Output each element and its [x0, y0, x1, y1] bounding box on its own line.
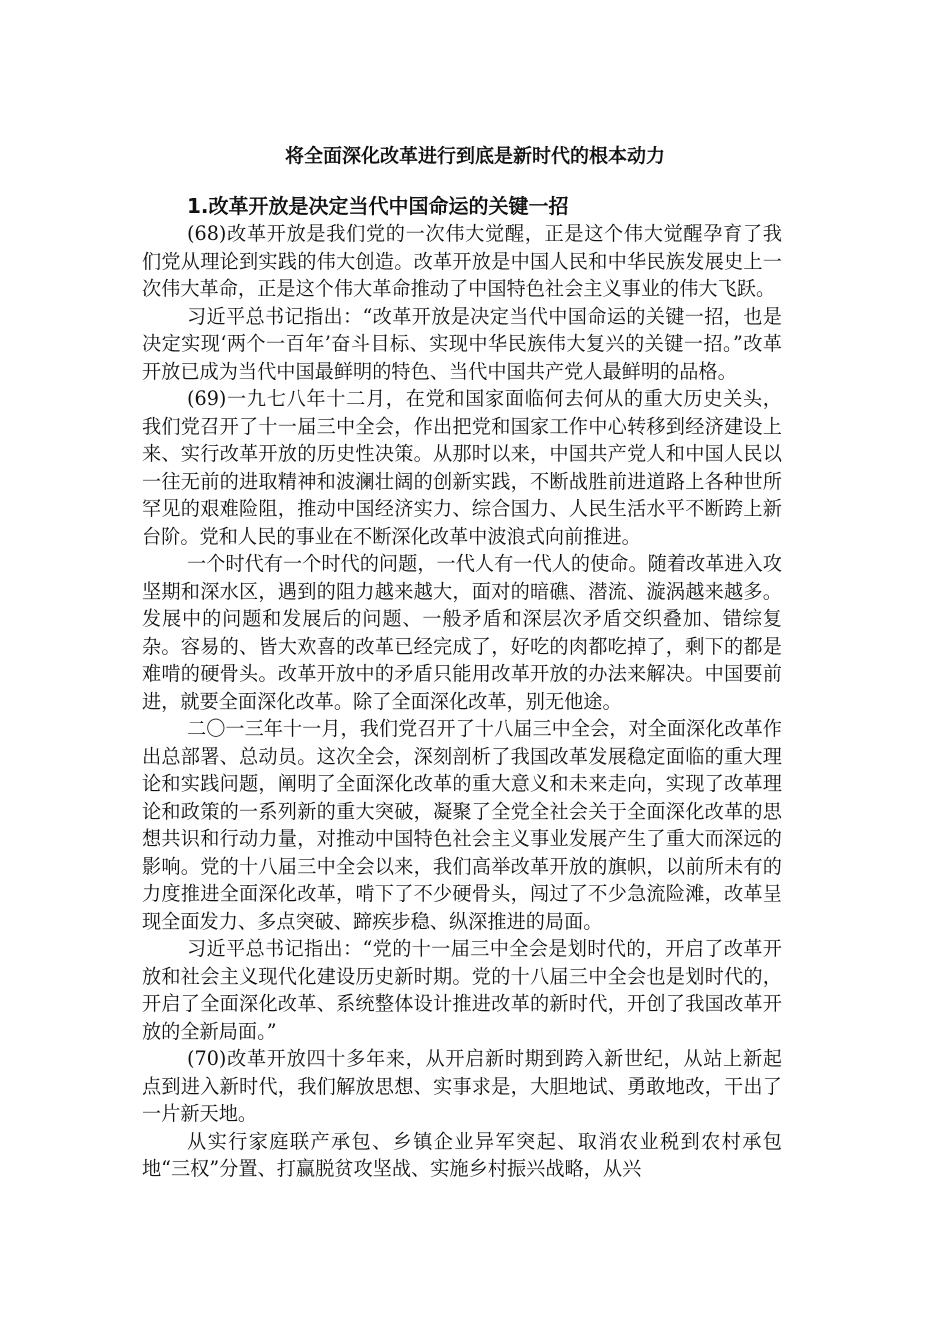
paragraph: 一个时代有一个时代的问题，一代人有一代人的使命。随着改革进入攻坚期和深水区，遇到的阻力越来越大，面对的暗礁、潜流、漩涡越来越多。发展中的问题和发展后的问题、一般矛盾和深层次矛盾交织叠加、错综复杂。容易的、皆大欢喜的改革已经完成了，好吃的肉都吃掉了，剩下的都是难啃的硬骨头。改革开放中的矛盾只能用改革开放的办法来解决。中国要前进，就要全面深化改革。除了全面深化改革，别无他途。: [142, 552, 782, 713]
paragraph: 习近平总书记指出：“改革开放是决定当代中国命运的关键一招，也是决定实现‘两个一百年’奋斗目标、实现中华民族伟大复兴的关键一招。”改革开放已成为当代中国最鲜明的特色、当代中国共产党人最鲜明的品格。: [142, 304, 782, 383]
paragraph: (68)改革开放是我们党的一次伟大觉醒，正是这个伟大觉醒孕育了我们党从理论到实践的伟大创造。改革开放是中国人民和中华民族发展史上一次伟大革命，正是这个伟大革命推动了中国特色社会主义事业的伟大飞跃。: [142, 222, 782, 300]
document-title: 将全面深化改革进行到底是新时代的根本动力: [284, 145, 665, 167]
paragraph: 习近平总书记指出：“党的十一届三中全会是划时代的，开启了改革开放和社会主义现代化建设历史新时期。党的十八届三中全会也是划时代的，开启了全面深化改革、系统整体设计推进改革的新时代，开创了我国改革开放的全新局面。”: [142, 937, 782, 1043]
paragraph: (69)一九七八年十二月，在党和国家面临何去何从的重大历史关头，我们党召开了十一届三中全会，作出把党和国家工作中心转移到经济建设上来、实行改革开放的历史性决策。从那时以来，中国共产党人和中国人民以一往无前的进取精神和波澜壮阔的创新实践，不断战胜前进道路上各种世所罕见的艰难险阻，推动中国经济实力、综合国力、人民生活水平不断跨上新台阶。党和人民的事业在不断深化改革中波浪式向前推进。: [142, 387, 782, 548]
paragraph: 从实行家庭联产承包、乡镇企业异军突起、取消农业税到农村承包地“三权”分置、打赢脱贫攻坚战、实施乡村振兴战略，从兴: [142, 1129, 782, 1180]
paragraph: (70)改革开放四十多年来，从开启新时期到跨入新世纪，从站上新起点到进入新时代，我们解放思想、实事求是，大胆地试、勇敢地改，干出了一片新天地。: [142, 1047, 782, 1125]
document-body: [142, 192, 782, 1183]
section-heading: 1.改革开放是决定当代中国命运的关键一招: [187, 194, 569, 218]
paragraph: 二〇一三年十一月，我们党召开了十八届三中全会，对全面深化改革作出总部署、总动员。这次全会，深刻剖析了我国改革发展稳定面临的重大理论和实践问题，阐明了全面深化改革的重大意义和未来走向，实现了改革理论和政策的一系列新的重大突破，凝聚了全党全社会关于全面深化改革的思想共识和行动力量，对推动中国特色社会主义事业发展产生了重大而深远的影响。党的十八届三中全会以来，我们高举改革开放的旗帜，以前所未有的力度推进全面深化改革，啃下了不少硬骨头，闯过了不少急流险滩，改革呈现全面发力、多点突破、蹄疾步稳、纵深推进的局面。: [142, 717, 782, 933]
